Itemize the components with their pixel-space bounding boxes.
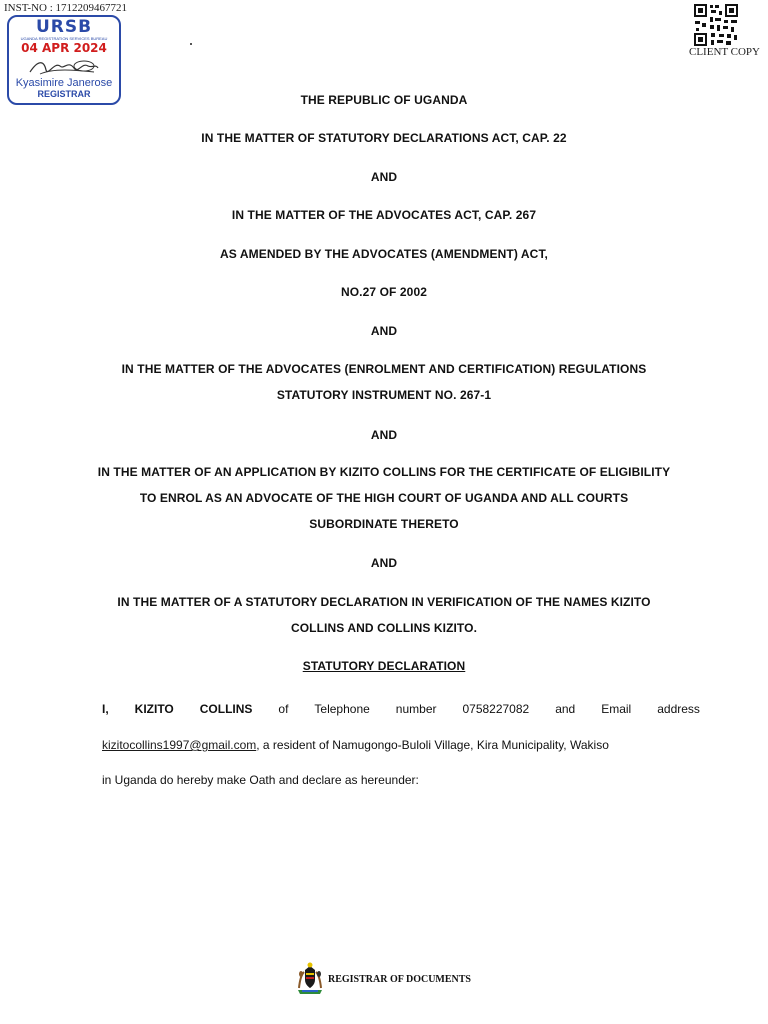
footer-registrar-label: REGISTRAR OF DOCUMENTS [328,973,471,985]
heading-subordinate: SUBORDINATE THERETO [309,517,459,531]
heading-verification: IN THE MATTER OF A STATUTORY DECLARATION IN VERIFICATION OF THE NAMES KIZITO [117,595,651,609]
stamp-date: 04 APR 2024 [21,41,107,55]
client-copy-label: CLIENT COPY [689,46,760,58]
heading-instrument: STATUTORY INSTRUMENT NO. 267-1 [276,388,492,402]
registrar-stamp [7,15,121,105]
declaration-line-2 [102,738,700,752]
residence-text: , a resident of Namugongo-Buloli Village, Kira Municipality, Wakiso [256,738,609,752]
declarant-last-name: COLLINS [199,702,253,716]
instrument-number: INST-NO : 1712209467721 [4,2,128,14]
qr-code-icon [693,3,739,47]
declaration-word: I, [102,702,109,716]
footer [296,962,471,996]
stamp-registrar-name: Kyasimire Janerose [15,77,113,89]
uganda-coat-of-arms-icon [296,962,324,996]
heading-verification-cont: COLLINS AND COLLINS KIZITO. [290,621,478,635]
declaration-word: number [395,702,437,716]
signature-icon [24,56,104,78]
declaration-line-1 [102,702,700,716]
heading-and: AND [370,556,398,570]
heading-advocates-act: IN THE MATTER OF THE ADVOCATES ACT, CAP. 267 [231,208,537,222]
scan-speck [190,43,192,45]
heading-amended: AS AMENDED BY THE ADVOCATES (AMENDMENT) ACT, [220,247,548,261]
declaration-word: address [657,702,700,716]
declaration-word: Telephone [314,702,370,716]
heading-statutory-act: IN THE MATTER OF STATUTORY DECLARATIONS ACT, CAP. 22 [201,131,567,145]
heading-and: AND [370,170,398,184]
declarant-first-name: KIZITO [134,702,174,716]
heading-act-number: NO.27 OF 2002 [340,285,427,299]
declaration-word: Email [601,702,632,716]
heading-and: AND [370,428,398,442]
heading-and: AND [370,324,398,338]
stamp-registrar-role: REGISTRAR [37,89,91,99]
declaration-word: and [555,702,576,716]
declaration-word: of [278,702,289,716]
document-title: STATUTORY DECLARATION [302,659,466,673]
declaration-line-3: in Uganda do hereby make Oath and declare as hereunder: [102,773,419,787]
telephone-number: 0758227082 [462,702,530,716]
stamp-bureau-name: UGANDA REGISTRATION SERVICES BUREAU [20,36,108,41]
heading-republic: THE REPUBLIC OF UGANDA [300,93,468,107]
heading-application-cont: TO ENROL AS AN ADVOCATE OF THE HIGH COURT OF UGANDA AND ALL COURTS [139,491,629,505]
heading-application: IN THE MATTER OF AN APPLICATION BY KIZITO COLLINS FOR THE CERTIFICATE OF ELIGIBILITY [97,465,671,479]
ursb-logo: URSB [35,17,93,37]
email-link[interactable]: kizitocollins1997@gmail.com [102,738,257,752]
heading-regulations: IN THE MATTER OF THE ADVOCATES (ENROLMENT AND CERTIFICATION) REGULATIONS [121,362,647,376]
